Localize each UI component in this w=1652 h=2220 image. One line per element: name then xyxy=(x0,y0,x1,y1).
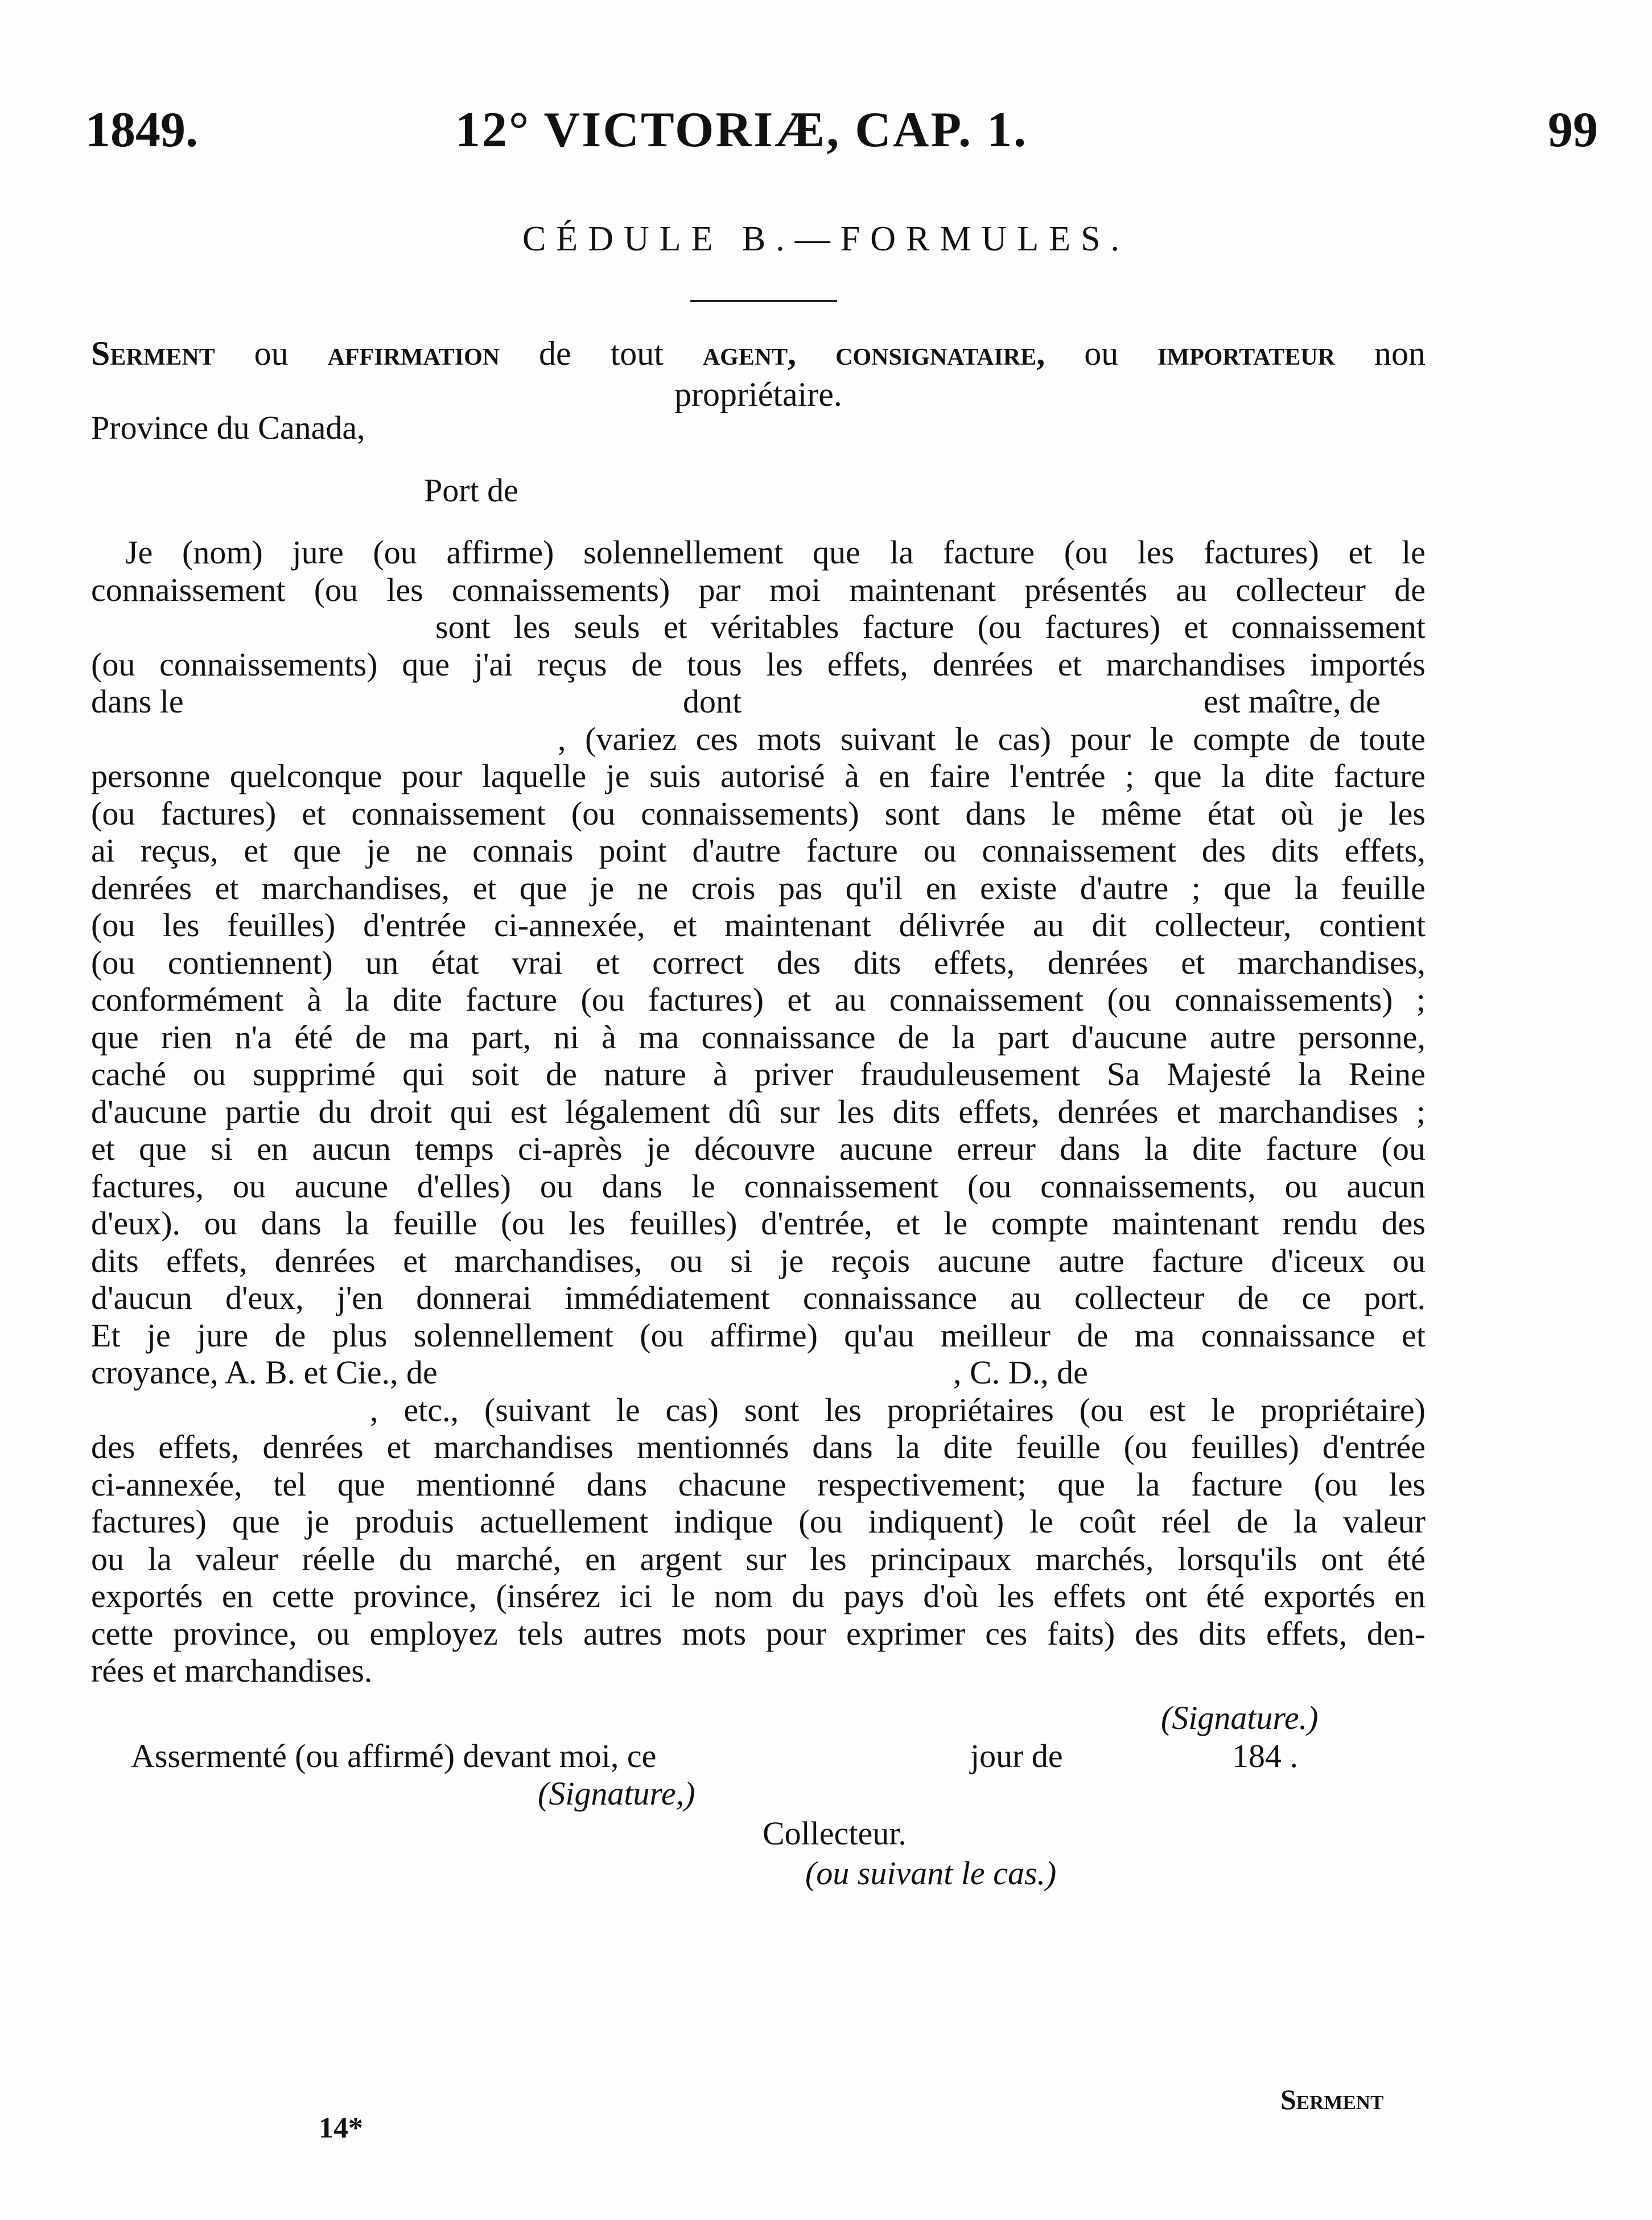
body-line: , (variez ces mots suivant le cas) pour le compte de toute xyxy=(558,720,1426,757)
body-line: exportés en cette province, (insérez ici le nom du pays d'où les effets ont été exportés en xyxy=(91,1578,1426,1614)
body-line: (ou les feuilles) d'entrée ci-annexée, et maintenant délivrée au dit collecteur, contient xyxy=(91,907,1426,944)
page-number: 99 xyxy=(1548,102,1598,158)
heading-word: Serment xyxy=(91,335,215,372)
body-line: ai reçus, et que je ne connais point d'autre facture ou connaissement des dits effets, xyxy=(91,832,1426,869)
heading-word: ou xyxy=(1084,335,1119,372)
sworn-day: jour de xyxy=(970,1737,1063,1774)
body-line: factures) que je produis actuellement indique (ou indiquent) le coût réel de la valeur xyxy=(91,1503,1426,1540)
body-line: sont les seuls et véritables facture (ou factures) et connaissement xyxy=(435,608,1426,645)
body-segment: dans le xyxy=(91,683,184,720)
body-line: (ou contiennent) un état vrai et correct des dits effets, denrées et marchandises, xyxy=(91,944,1426,981)
body-line: d'eux). ou dans la feuille (ou les feuilles) d'entrée, et le compte maintenant rendu des xyxy=(91,1205,1426,1242)
sworn-line xyxy=(131,1737,1383,1777)
body-line: connaissement (ou les connaissements) par moi maintenant présentés au collecteur de xyxy=(91,571,1426,608)
heading-word: agent, xyxy=(702,335,797,372)
body-segment: , C. D., de xyxy=(953,1354,1088,1391)
body-line: d'aucun d'eux, j'en donnerai immédiatement connaissance au collecteur de ce port. xyxy=(91,1279,1426,1316)
body-line: Et je jure de plus solennellement (ou affirme) qu'au meilleur de ma connaissance et xyxy=(91,1316,1426,1354)
signature-label: (Signature.) xyxy=(1161,1699,1319,1736)
body-line: ou la valeur réelle du marché, en argent sur les principaux marchés, lorsqu'ils ont été xyxy=(91,1540,1426,1578)
body-line: personne quelconque pour laquelle je suis autorisé à en faire l'entrée ; que la dite facture xyxy=(91,757,1426,794)
body-line xyxy=(91,1354,1426,1391)
running-head xyxy=(85,101,1598,164)
body-line: d'aucune partie du droit qui est légalement dû sur les dits effets, denrées et marchandises ; xyxy=(91,1093,1426,1130)
running-head-title: 12° VICTORIÆ, CAP. 1. xyxy=(455,102,1028,158)
sworn-text: Assermenté (ou affirmé) devant moi, ce xyxy=(131,1737,657,1774)
body-segment: croyance, A. B. et Cie., de xyxy=(91,1354,438,1391)
heading-line-2: propriétaire. xyxy=(674,376,842,413)
heading-line-1 xyxy=(91,333,1426,374)
body-segment: dont xyxy=(683,683,742,720)
body-line: des effets, denrées et marchandises mentionnés dans la dite feuille (ou feuilles) d'entrée xyxy=(91,1428,1426,1465)
or-as-case-note: (ou suivant le cas.) xyxy=(805,1855,1057,1892)
heading-word: de tout xyxy=(539,335,664,372)
body-line: que rien n'a été de ma part, ni à ma connaissance de la part d'aucune autre personne, xyxy=(91,1018,1426,1056)
port-line: Port de xyxy=(424,472,518,509)
body-line: caché ou supprimé qui soit de nature à priver frauduleusement Sa Majesté la Reine xyxy=(91,1056,1426,1093)
body-segment: est maître, de xyxy=(1204,683,1381,720)
printer-signature-mark: 14* xyxy=(319,2112,363,2144)
running-head-year: 1849. xyxy=(85,102,198,158)
heading-word: non xyxy=(1374,335,1426,372)
body-line: (ou factures) et connaissement (ou connaissements) sont dans le même état où je les xyxy=(91,794,1426,832)
collector-title: Collecteur. xyxy=(763,1815,907,1852)
oath-body xyxy=(91,534,1426,1690)
body-line xyxy=(91,683,1426,720)
heading-word: consignataire, xyxy=(835,335,1045,372)
body-line: , etc., (suivant le cas) sont les propriétaires (ou est le propriétaire) xyxy=(370,1391,1426,1428)
body-line: ci-annexée, tel que mentionné dans chacune respectivement; que la facture (ou les xyxy=(91,1465,1426,1503)
body-line: denrées et marchandises, et que je ne crois pas qu'il en existe d'autre ; que la feuille xyxy=(91,869,1426,907)
body-line: factures, ou aucune d'elles) ou dans le connaissement (ou connaissements, ou aucun xyxy=(91,1167,1426,1205)
collector-signature-label: (Signature,) xyxy=(538,1775,695,1812)
body-line: rées et marchandises. xyxy=(91,1652,373,1689)
section-heading xyxy=(91,333,1426,415)
title-rule xyxy=(690,300,837,302)
body-line: cette province, ou employez tels autres mots pour exprimer ces faits) des dits effets, den- xyxy=(91,1614,1426,1652)
body-line: conformément à la dite facture (ou factures) et au connaissement (ou connaissements) ; xyxy=(91,981,1426,1018)
body-line: (ou connaissements) que j'ai reçus de tous les effets, denrées et marchandises importés xyxy=(91,645,1426,683)
heading-word: affirmation xyxy=(327,335,500,372)
sworn-year: 184 . xyxy=(1232,1737,1298,1774)
heading-word: ou xyxy=(254,335,289,372)
heading-word: importateur xyxy=(1157,335,1336,372)
province-line: Province du Canada, xyxy=(91,409,365,446)
catchword: Serment xyxy=(1280,2083,1384,2115)
schedule-title: CÉDULE B.—FORMULES. xyxy=(522,220,1130,258)
body-line: Je (nom) jure (ou affirme) solennellement que la facture (ou les factures) et le xyxy=(125,534,1426,571)
body-line: et que si en aucun temps ci-après je découvre aucune erreur dans la dite facture (ou xyxy=(91,1130,1426,1167)
body-line: dits effets, denrées et marchandises, ou si je reçois aucune autre facture d'iceux ou xyxy=(91,1242,1426,1279)
